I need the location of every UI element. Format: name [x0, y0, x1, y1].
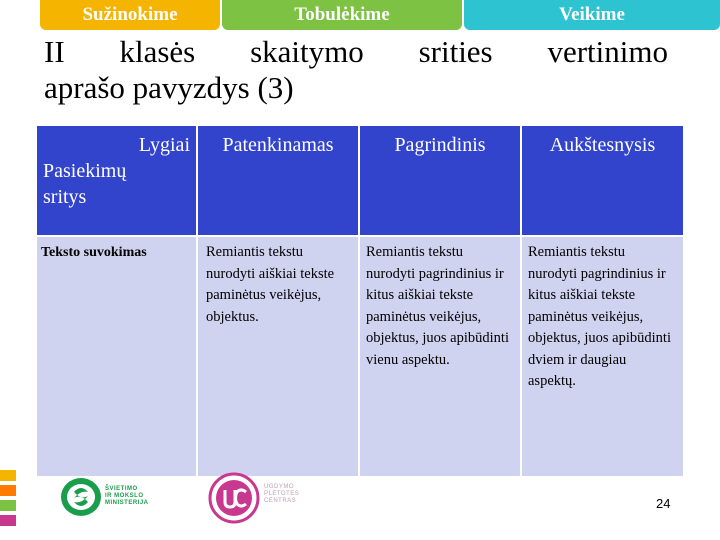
upc-emblem-icon — [208, 472, 260, 524]
tab-veikime[interactable]: Veikime — [464, 0, 720, 30]
header-pagrindinis: Pagrindinis — [359, 126, 521, 236]
assessment-table — [37, 126, 683, 476]
header-patenkinamas: Patenkinamas — [197, 126, 359, 236]
areas-label-line-1: Pasiekimų — [43, 160, 127, 182]
strip-magenta — [0, 515, 16, 526]
slide-title — [44, 34, 668, 106]
education-centre-logo-text: UGDYMO PLĖTOTĖS CENTRAS — [264, 484, 300, 504]
header-aukstesnysis: Aukštesnysis — [521, 126, 683, 236]
tab-tobulekime[interactable]: Tobulėkime — [222, 0, 462, 30]
strip-green — [0, 500, 16, 511]
table-header-row — [37, 126, 683, 236]
cell-pagrindinis: Remiantis tekstu nurodyti pagrindinius ir kitus aiškiai tekste paminėtus veikėjus, objektus, juos apibūdinti vienu aspektu. — [359, 236, 521, 476]
ministry-emblem-icon — [60, 476, 104, 518]
areas-label-line-2: sritys — [43, 186, 87, 208]
table-row — [37, 236, 683, 476]
top-tabs — [0, 0, 720, 32]
color-strip-decoration — [0, 470, 16, 528]
slide-title-line-2: aprašo pavyzdys (3) — [44, 70, 294, 105]
page-number: 24 — [656, 496, 671, 511]
strip-yellow — [0, 470, 16, 481]
tab-suzinokime[interactable]: Sužinokime — [40, 0, 220, 30]
corner-header-cell — [37, 126, 197, 236]
strip-orange — [0, 485, 16, 496]
row-area-label: Teksto suvokimas — [37, 236, 197, 476]
slide-title-line-1: II klasės skaitymo srities vertinimo — [44, 34, 668, 69]
ministry-logo-text: ŠVIETIMO IR MOKSLO MINISTERIJA — [105, 486, 149, 506]
education-centre-logo — [208, 472, 318, 524]
levels-label: Lygiai — [138, 134, 190, 156]
cell-patenkinamas: Remiantis tekstu nurodyti aiškiai tekste paminėtus veikėjus, objektus. — [197, 236, 359, 476]
ministry-logo — [60, 476, 185, 518]
cell-aukstesnysis: Remiantis tekstu nurodyti pagrindinius ir kitus aiškiai tekste paminėtus veikėjus, objektus, juos apibūdinti dviem ir daugiau aspektų. — [521, 236, 683, 476]
